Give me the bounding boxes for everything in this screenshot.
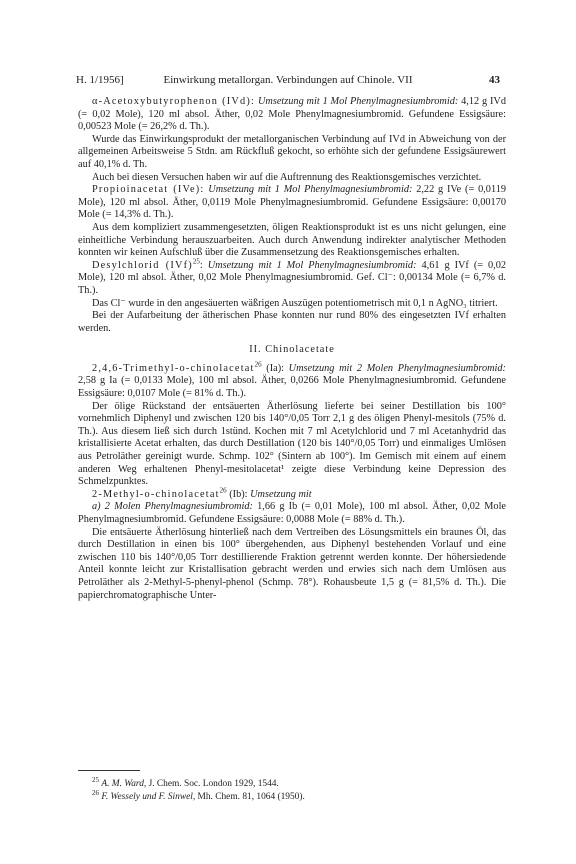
footnote-authors: F. Wessely und F. Sinwel,: [101, 791, 196, 802]
footnote-divider: [78, 770, 140, 771]
paragraph: Desylchlorid (IVf)$^{25}$: Umsetzung mit 1 Mol Phenylmagnesiumbromid: 4,61 g IVf (= 0,02 Mole), 120 ml absol. Äther, 0,02 Mole Phenylmagnesiumbromid. Gef. Cl⁻: 0,00134 Mole (= 6,7% d. Th.).: [78, 257, 507, 296]
paragraph: Das Cl⁻ wurde in den angesäuerten wäßrigen Auszügen potentiometrisch mit 0,1 n AgNO₃ titriert.: [92, 297, 498, 309]
compound-code: (Ib):: [229, 488, 248, 500]
compound-name: 2-Methyl-o-chinolacetat: [92, 488, 220, 500]
paragraph-text: 2,22 g IVe (= 0,0119 Mole), 120 ml absol. Äther, 0,0119 Mole Phenylmagnesiumbromid. Gefundene Essigsäure: 0,00170 Mole (= 14,3% d. Th.).: [78, 184, 507, 221]
procedure-label: Umsetzung mit 2 Molen Phenylmagnesiumbromid:: [288, 362, 506, 374]
paragraph: [78, 486, 506, 502]
compound-name: α-Acetoxybutyrophenon (IVd):: [92, 96, 256, 107]
paragraph-text: 1,66 g Ib (= 0,01 Mole), 100 ml absol. Äther, 0,02 Mole Phenylmagnesiumbromid. Gefundene Essigsäure: 0,0088 Mole (= 88% d. Th.).: [78, 501, 507, 525]
paragraph: [78, 360, 506, 401]
compound-name: Propioinacetat (IVe):: [92, 184, 205, 196]
paragraph-text: 4,12 g IVd (= 0,02 Mole), 120 ml absol. Äther, 0,02 Mole Phenylmagnesiumbromid. Gefundene Essigsäure: 0,00523 Mole (= 26,2% d. Th.).: [78, 96, 507, 133]
compound-name: 2,4,6-Trimethyl-o-chinolacetat: [92, 362, 255, 374]
procedure-label: Umsetzung mit 1 Mol Phenylmagnesiumbromid:: [207, 259, 417, 271]
footnote: [78, 788, 506, 804]
paragraph: Bei der Aufarbeitung der ätherischen Phase konnten nur rund 80% des eingesetzten IVf erhalten werden.: [78, 310, 506, 334]
procedure-label: a) 2 Molen Phenylmagnesiumbromid:: [92, 501, 253, 513]
footnote-citation: J. Chem. Soc. London 1929, 1544.: [148, 779, 279, 789]
body-text: [78, 96, 506, 602]
footnote-ref[interactable]: 26: [219, 486, 227, 495]
compound-code: (Ia):: [266, 362, 284, 374]
running-title: Einwirkung metallorgan. Verbindungen auf Chinole. VII: [163, 74, 413, 86]
footnote-ref[interactable]: 26: [254, 360, 262, 369]
journal-issue: H. 1/1956]: [76, 74, 124, 86]
section-heading: II. Chinolacetate: [249, 344, 335, 356]
paragraph: Die entsäuerte Ätherlösung hinterließ nach dem Vertreiben des Lösungsmittels ein braunes Öl, das durch Destillation in einen bis 100° übergehenden, aus Diphenyl bestehenden Vorlauf und eine zwischen 110 bis 140°/0,05 Torr destillierende Fraktion getrennt werden konnte. Der höhersiedende Anteil konnte leicht zur Kristallisation gebracht werden und erwies sich nach dem Umlösen aus Petroläther als 2-Methyl-5-phenyl-phenol (Schmp. 78°). Rohausbeute 1,5 g (= 81,5% d. Th.). Die papierchromatographische Unter-: [78, 526, 506, 601]
page-number: 43: [489, 74, 500, 86]
compound-name: Desylchlorid (IVf): [92, 259, 193, 271]
footnote-citation: Mh. Chem. 81, 1064 (1950).: [197, 791, 305, 802]
paragraph-text: 2,58 g Ia (= 0,0133 Mole), 100 ml absol. Äther, 0,0266 Mole Phenylmagnesiumbromid. Gefundene Essigsäure: 0,0107 Mole (= 81% d. Th.).: [78, 375, 506, 400]
procedure-label: Umsetzung mit 1 Mol Phenylmagnesiumbromid:: [257, 96, 459, 107]
paragraph: Der ölige Rückstand der entsäuerten Ätherlösung lieferte bei seiner Destillation bis 100° vornehmlich Diphenyl und zwischen 120 bis 140°/0,05 Torr 2,1 g des öligen Phenyl-mesitols (75% d. Th.). Aus diesem ließ sich durch 1stünd. Kochen mit 7 ml Acetylchlorid und 7 ml Acetanhydrid das kristallisierte Acetat erhalten, das durch Destillation (120 bis 140°/0,05 Torr) und einmaliges Umlösen aus Petroläther gereinigt wurde. Schmp. 102° (Sintern ab 100°). Im Gemisch mit einem auf einem anderen Weg erhaltenen Phenyl-mesitolacetat¹ zeigte diese Verbindung keine Depression des Schmelzpunktes.: [78, 400, 506, 488]
paragraph: Aus dem kompliziert zusammengesetzten, öligen Reaktionsprodukt ist es uns nicht gelungen, eine einheitliche Verbindung herauszuarbeiten. Auch durch Anwendung indirekter analytischer Methoden konnten wir keinen Aufschluß über die Zusammensetzung des Reaktionsgemisches erhalten.: [78, 221, 506, 259]
footnote-number: 25: [92, 775, 99, 784]
paragraph: Auch bei diesen Versuchen haben wir auf die Auftrennung des Reaktionsgemisches verzichtet.: [92, 171, 482, 183]
procedure-label: Umsetzung mit: [250, 488, 312, 500]
footnote: [78, 775, 506, 791]
running-header: [76, 74, 500, 90]
footnote-ref[interactable]: 25: [192, 257, 200, 266]
paragraph: [78, 501, 506, 526]
procedure-label: Umsetzung mit 1 Mol Phenylmagnesiumbromid:: [208, 184, 413, 196]
paragraph-text: 4,61 g IVf (= 0,02 Mole), 120 ml absol. Äther, 0,02 Mole Phenylmagnesiumbromid. Gef. Cl⁻: 0,00134 Mole (= 6,7% d. Th.).: [78, 259, 507, 296]
footnote-authors: A. M. Ward,: [101, 779, 147, 789]
footnotes: [78, 775, 506, 803]
footnote-number: 26: [92, 788, 99, 797]
paragraph: [78, 184, 506, 222]
paragraph: Wurde das Einwirkungsprodukt der metallorganischen Verbindung auf IVd in Abweichung von der allgemeinen Arbeitsweise 5 Stdn. am Rückfluß gekocht, so erhöhte sich der gefundene Essigsäurewert auf 40,1% d. Th.: [78, 133, 506, 170]
paragraph: [78, 96, 506, 134]
